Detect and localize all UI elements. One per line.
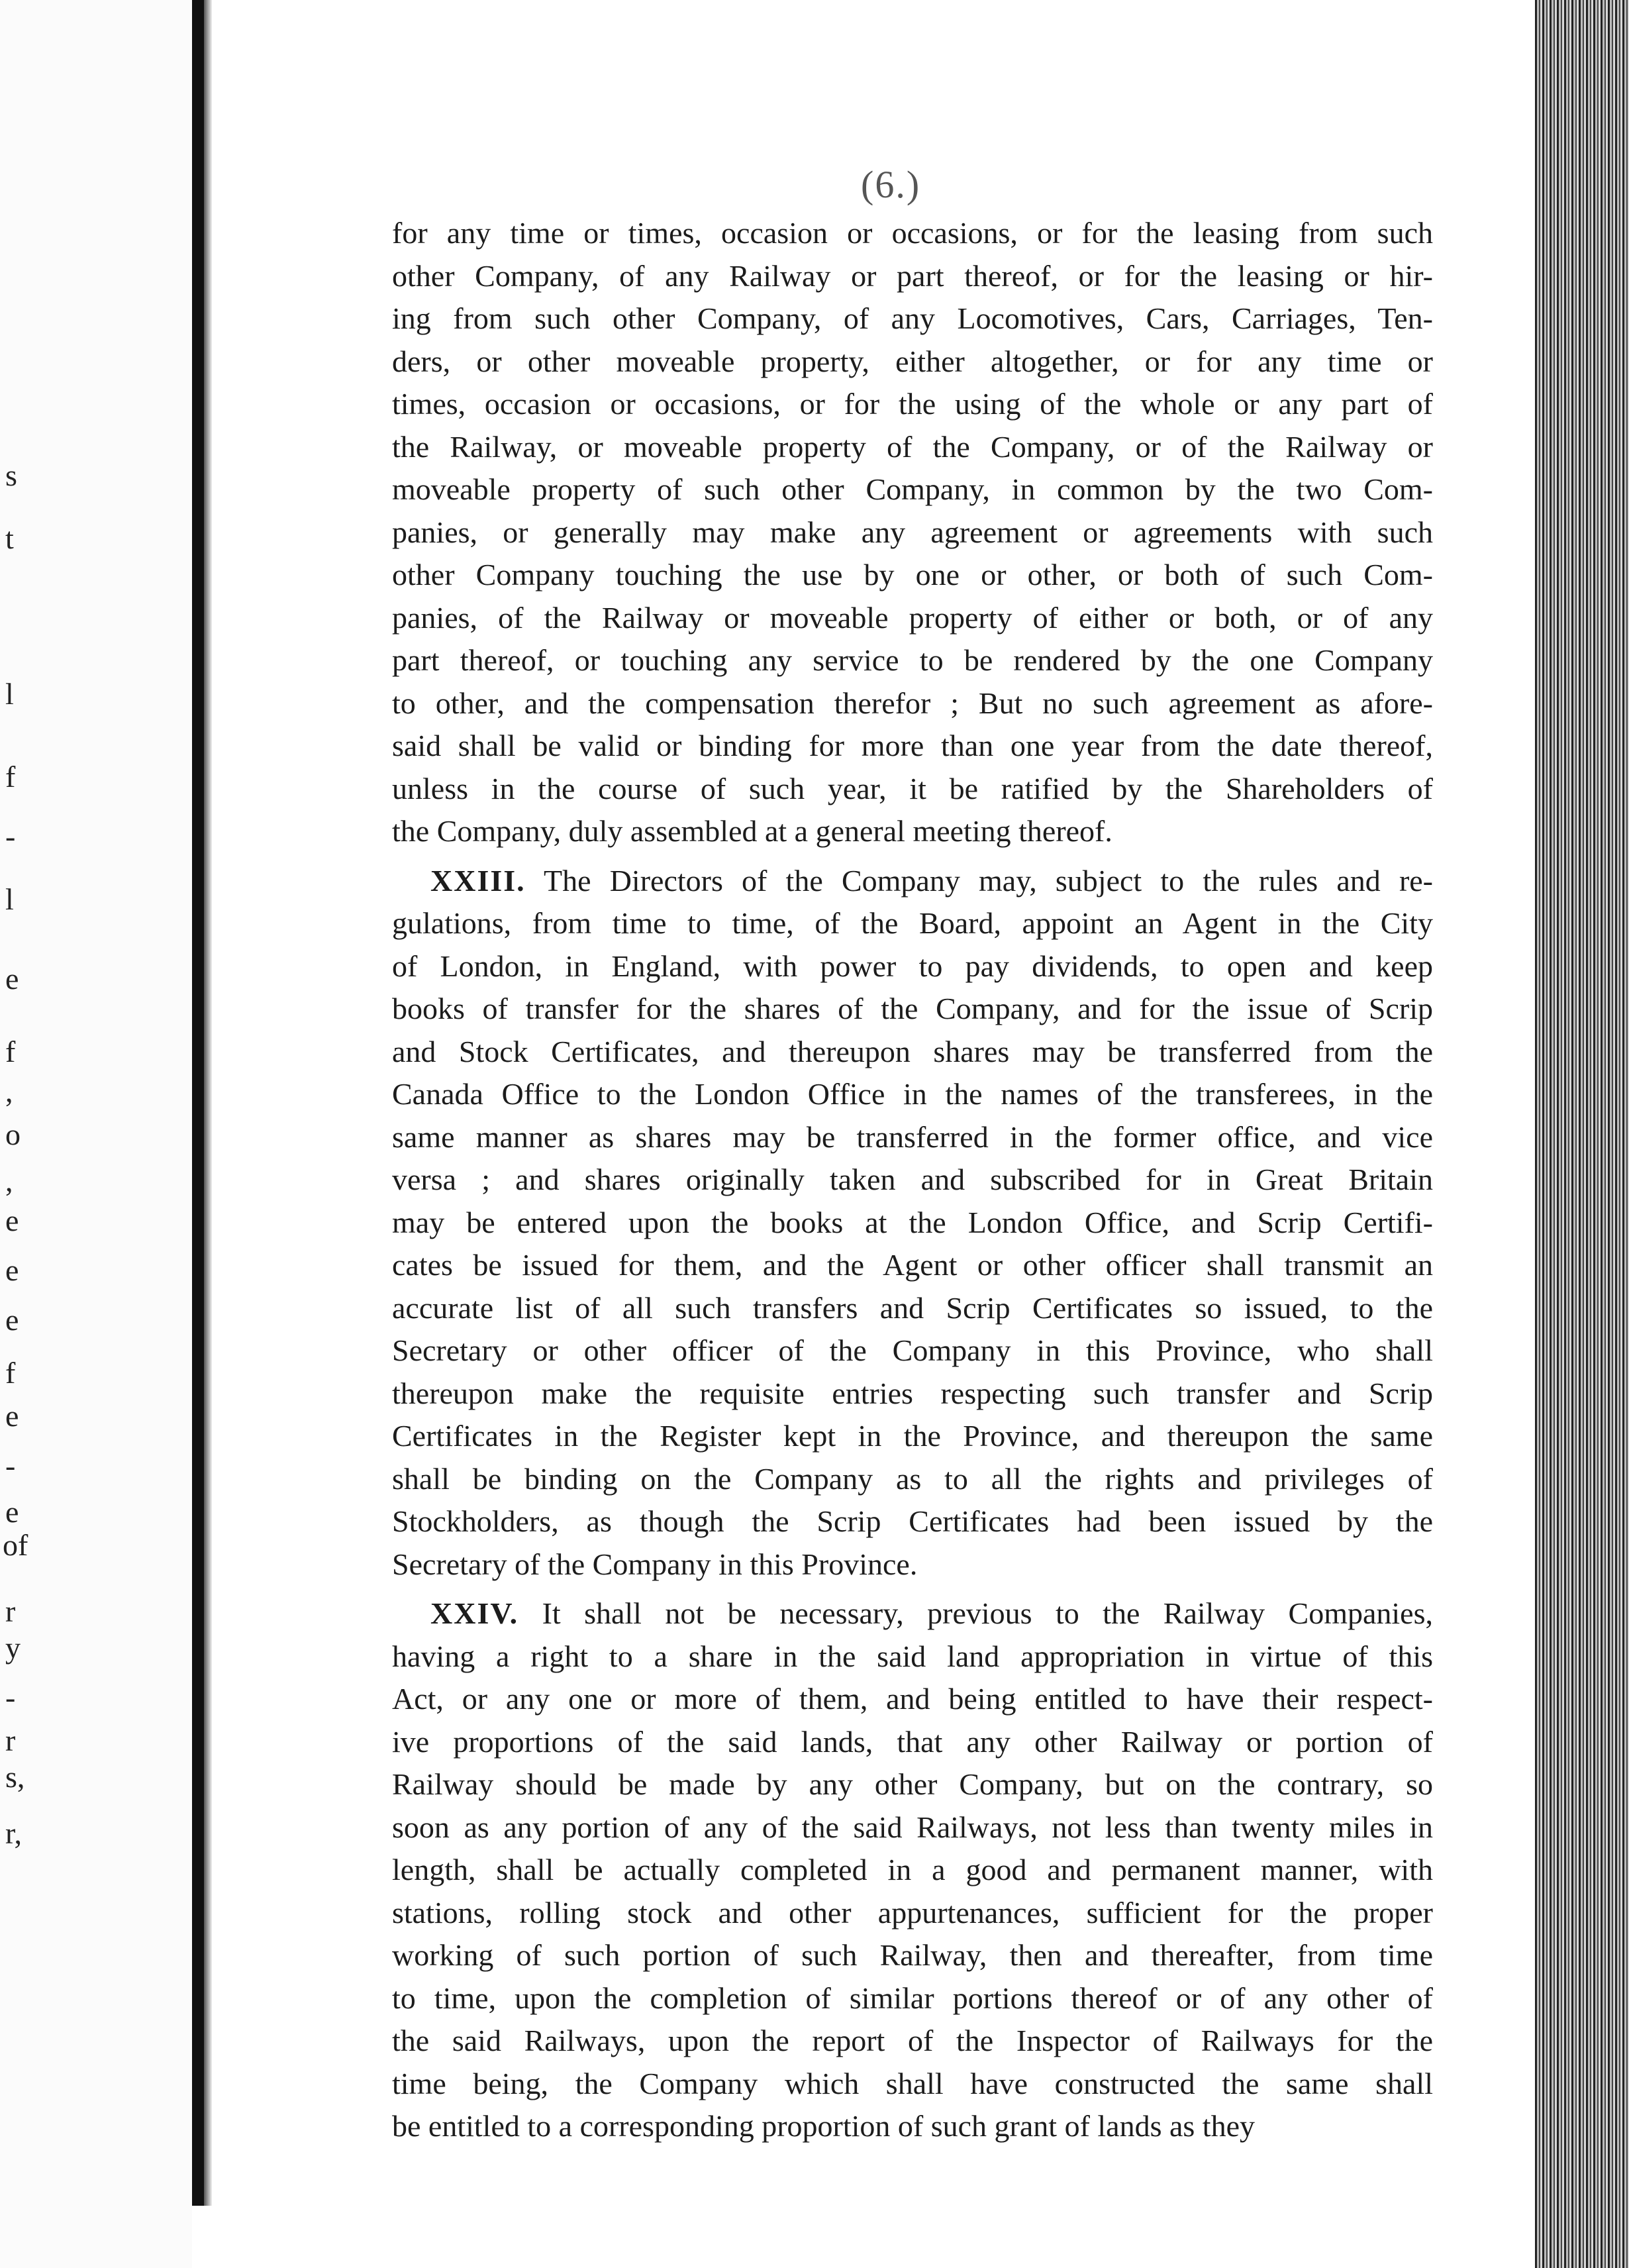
text-line: working of such portion of such Railway, then and thereafter, from time (392, 1938, 1433, 1972)
text-line: be entitled to a corresponding proportion of such grant of lands as they (392, 2109, 1256, 2143)
text-line: the Railway, or moveable property of the Company, or of the Railway or (392, 429, 1433, 464)
page-edges (1535, 0, 1629, 2268)
text-line: shall be binding on the Company as to all the rights and privileges of (392, 1461, 1433, 1496)
paragraph-section-xxiv (392, 1592, 1433, 2148)
text-line: times, occasion or occasions, or for the using of the whole or any part of (392, 387, 1433, 421)
text-line: ive proportions of the said lands, that any other Railway or portion of (392, 1724, 1433, 1759)
text-line: ders, or other moveable property, either altogether, or for any time or (392, 344, 1433, 378)
left-margin-fragment: e (5, 1204, 19, 1237)
text-line: Railway should be made by any other Company, but on the contrary, so (392, 1767, 1433, 1801)
text-line: books of transfer for the shares of the Company, and for the issue of Scrip (392, 992, 1433, 1025)
left-margin-fragment: - (5, 1680, 16, 1714)
left-margin-fragment: r (5, 1724, 16, 1757)
book-spine (192, 0, 204, 2206)
left-margin-fragment: f (5, 1356, 16, 1390)
text-line: panies, or generally may make any agreement or agreements with such (392, 515, 1433, 549)
text-line: gulations, from time to time, of the Board, appoint an Agent in the City (392, 906, 1433, 940)
paragraph-continuation (392, 212, 1433, 853)
left-margin-fragment: r, (5, 1816, 22, 1850)
paragraph-section-xxiii (392, 860, 1433, 1586)
left-margin-fragment: t (5, 521, 14, 555)
text-line: part thereof, or touching any service to be rendered by the one Company (392, 643, 1433, 677)
text-line: to time, upon the completion of similar portions thereof or of any other of (392, 1981, 1433, 2015)
text-line: length, shall be actually completed in a good and permanent manner, with (392, 1853, 1433, 1886)
text-line-content: It shall not be necessary, previous to the Railway Companies, (542, 1596, 1433, 1630)
text-line: soon as any portion of any of the said Railways, not less than twenty miles in (392, 1810, 1433, 1844)
left-margin-fragment: , (5, 1074, 13, 1108)
text-line: Act, or any one or more of them, and being entitled to have their respect- (392, 1682, 1433, 1716)
text-line: to other, and the compensation therefor ; But no such agreement as afore- (392, 686, 1433, 720)
text-line: of London, in England, with power to pay dividends, to open and keep (392, 949, 1433, 983)
spine-shadow (204, 0, 212, 2206)
text-line: Secretary or other officer of the Company in this Province, who shall (392, 1333, 1433, 1367)
text-line: thereupon make the requisite entries respecting such transfer and Scrip (392, 1376, 1433, 1410)
left-margin-fragment: - (5, 819, 16, 853)
left-margin-fragment: l (5, 677, 14, 711)
left-margin-fragment: of (3, 1528, 28, 1562)
text-line-content: The Directors of the Company may, subject to the rules and re- (544, 863, 1433, 898)
paragraph-gap (392, 853, 1433, 860)
left-margin-fragment: - (5, 1449, 16, 1482)
left-margin-fragment: y (5, 1631, 21, 1665)
text-line: ing from such other Company, of any Locomotives, Cars, Carriages, Ten- (392, 301, 1433, 335)
text-line: other Company, of any Railway or part thereof, or for the leasing or hir- (392, 258, 1433, 293)
page-number: (6.) (861, 163, 921, 206)
text-line: for any time or times, occasion or occasions, or for the leasing from such (392, 216, 1433, 250)
left-margin-fragment: s, (5, 1760, 25, 1794)
left-margin-fragment: f (5, 760, 16, 794)
text-line: the Company, duly assembled at a general meeting thereof. (392, 814, 1112, 848)
left-margin-fragment: e (5, 1399, 19, 1433)
text-line: said shall be valid or binding for more than one year from the date thereof, (392, 729, 1433, 762)
left-margin-fragment: o (5, 1117, 21, 1151)
section-number: XXIII. (430, 863, 526, 898)
section-number: XXIV. (430, 1596, 519, 1630)
text-line: Stockholders, as though the Scrip Certificates had been issued by the (392, 1504, 1433, 1538)
text-line: panies, of the Railway or moveable property of either or both, or of any (392, 600, 1433, 635)
left-margin-fragment: s (5, 458, 17, 492)
left-margin-fragment: e (5, 962, 19, 996)
paragraph-gap (392, 1586, 1433, 1592)
left-page-text-fragments (0, 0, 192, 2268)
text-line: same manner as shares may be transferred in the former office, and vice (392, 1119, 1433, 1154)
left-margin-fragment: , (5, 1164, 13, 1198)
left-margin-fragment: e (5, 1495, 19, 1529)
text-line: Secretary of the Company in this Province. (392, 1547, 918, 1581)
text-line: Certificates in the Register kept in the Province, and thereupon the same (392, 1419, 1433, 1453)
text-line: the said Railways, upon the report of the Inspector of Railways for the (392, 2024, 1433, 2057)
text-line (392, 1592, 1433, 1635)
text-line: Canada Office to the London Office in the names of the transferees, in the (392, 1077, 1433, 1111)
text-line: accurate list of all such transfers and Scrip Certificates so issued, to the (392, 1290, 1433, 1325)
left-margin-fragment: e (5, 1303, 19, 1337)
text-line: may be entered upon the books at the London Office, and Scrip Certifi- (392, 1205, 1433, 1239)
text-line: time being, the Company which shall have constructed the same shall (392, 2066, 1433, 2100)
text-line: stations, rolling stock and other appurtenances, sufficient for the proper (392, 1895, 1433, 1930)
left-margin-fragment: r (5, 1594, 16, 1628)
left-margin-fragment: l (5, 882, 14, 916)
text-line: having a right to a share in the said land appropriation in virtue of this (392, 1639, 1433, 1673)
text-line: and Stock Certificates, and thereupon shares may be transferred from the (392, 1034, 1433, 1068)
left-margin-fragment: f (5, 1035, 16, 1068)
text-line: unless in the course of such year, it be ratified by the Shareholders of (392, 771, 1433, 805)
text-line: versa ; and shares originally taken and subscribed for in Great Britain (392, 1162, 1433, 1196)
text-line: other Company touching the use by one or other, or both of such Com- (392, 558, 1433, 592)
text-line (392, 860, 1433, 903)
left-margin-fragment: e (5, 1253, 19, 1287)
text-line: cates be issued for them, and the Agent or other officer shall transmit an (392, 1248, 1433, 1282)
text-line: moveable property of such other Company, in common by the two Com- (392, 472, 1433, 506)
page-text (392, 212, 1433, 2148)
